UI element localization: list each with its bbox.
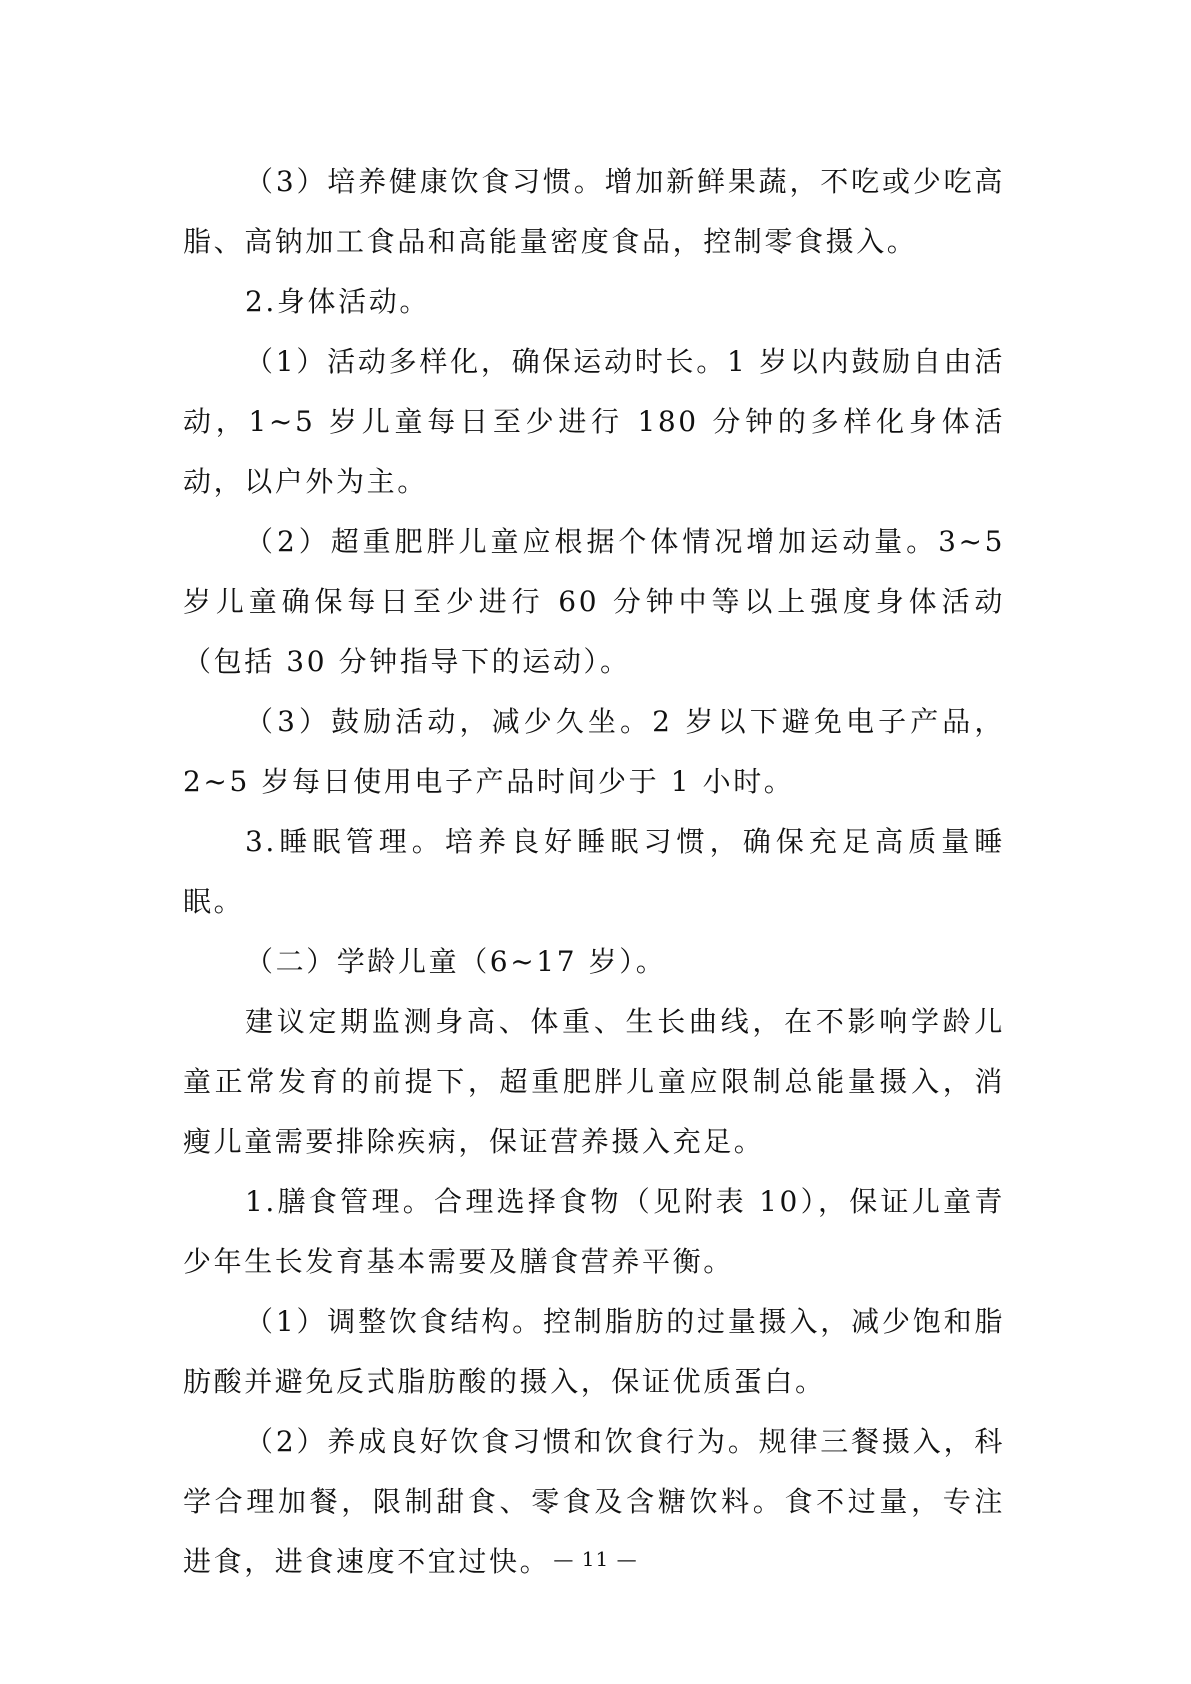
heading-school-age-children: （二）学龄儿童（6~17 岁）。 bbox=[245, 945, 667, 978]
paragraph-eating-behavior: （2）养成良好饮食习惯和饮食行为。规律三餐摄入，科学合理加餐，限制甜食、零食及含糖饮料。食不过量，专注进食，进食速度不宜过快。 bbox=[183, 1425, 1005, 1578]
paragraph-activity-variety: （1）活动多样化，确保运动时长。1 岁以内鼓励自由活动，1~5 岁儿童每日至少进行 180 分钟的多样化身体活动，以户外为主。 bbox=[183, 345, 1005, 498]
body-text bbox=[183, 152, 1005, 1592]
paragraph-monitoring-advice: 建议定期监测身高、体重、生长曲线，在不影响学龄儿童正常发育的前提下，超重肥胖儿童应限制总能量摄入，消瘦儿童需要排除疾病，保证营养摄入充足。 bbox=[183, 1005, 1005, 1158]
paragraph-healthy-eating-habits: （3）培养健康饮食习惯。增加新鲜果蔬，不吃或少吃高脂、高钠加工食品和高能量密度食品，控制零食摄入。 bbox=[183, 165, 1005, 258]
paragraph-diet-structure: （1）调整饮食结构。控制脂肪的过量摄入，减少饱和脂肪酸并避免反式脂肪酸的摄入，保证优质蛋白。 bbox=[183, 1305, 1005, 1398]
paragraph-increase-exercise: （2）超重肥胖儿童应根据个体情况增加运动量。3~5 岁儿童确保每日至少进行 60 分钟中等以上强度身体活动（包括 30 分钟指导下的运动）。 bbox=[183, 525, 1005, 678]
page-number: — 11 — bbox=[553, 1547, 638, 1571]
paragraph-reduce-sedentary: （3）鼓励活动，减少久坐。2 岁以下避免电子产品，2~5 岁每日使用电子产品时间少于 1 小时。 bbox=[183, 705, 1005, 798]
heading-physical-activity: 2.身体活动。 bbox=[245, 285, 430, 318]
paragraph-sleep-management: 3.睡眠管理。培养良好睡眠习惯，确保充足高质量睡眠。 bbox=[183, 825, 1005, 918]
paragraph-diet-management: 1.膳食管理。合理选择食物（见附表 10），保证儿童青少年生长发育基本需要及膳食营养平衡。 bbox=[183, 1185, 1005, 1278]
